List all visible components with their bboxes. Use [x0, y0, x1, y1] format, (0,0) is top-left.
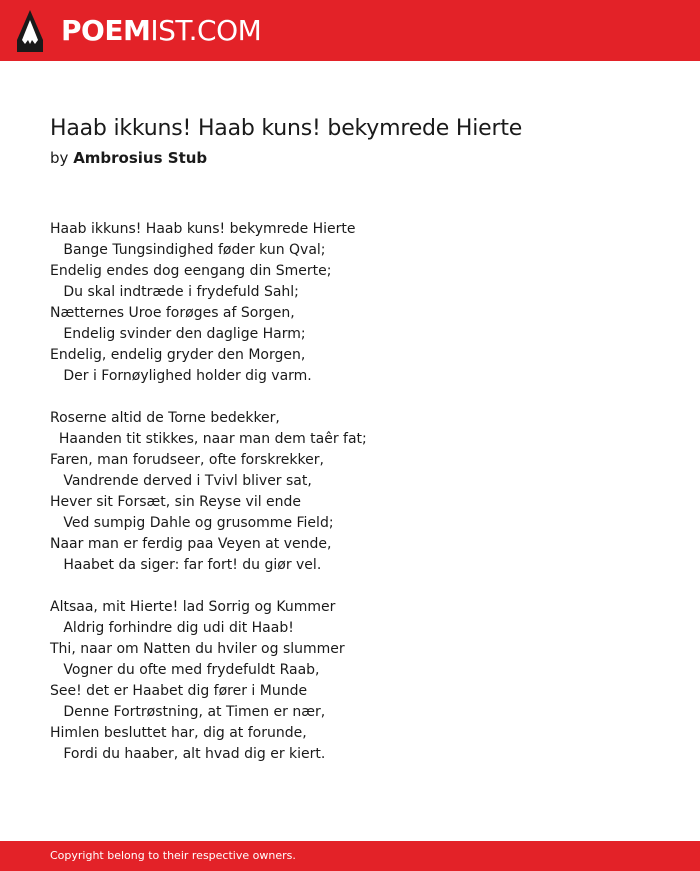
brand-bold: POEM [61, 13, 151, 47]
poem-line: Thi, naar om Natten du hviler og slummer [50, 641, 345, 657]
poem-body [50, 219, 367, 786]
poem-stanza [50, 408, 367, 576]
brand-light: IST.COM [150, 13, 262, 47]
poem-line: Haabet da siger: far fort! du giør vel. [50, 557, 322, 573]
poem-line: Faren, man forudseer, ofte forskrekker, [50, 452, 324, 468]
poem-stanza [50, 219, 367, 387]
poem-line: Aldrig forhindre dig udi dit Haab! [50, 620, 294, 636]
poem-line: Haab ikkuns! Haab kuns! bekymrede Hierte [50, 221, 356, 237]
poem-line: Endelig endes dog eengang din Smerte; [50, 263, 332, 279]
poem-line: Hever sit Forsæt, sin Reyse vil ende [50, 494, 302, 510]
by-label: by [50, 149, 69, 167]
site-logo-text [61, 13, 262, 47]
poem-stanza [50, 597, 367, 765]
poem-title: Haab ikkuns! Haab kuns! bekymrede Hierte [50, 116, 523, 141]
site-logo-link[interactable] [17, 10, 261, 52]
poem-line: Roserne altid de Torne bedekker, [50, 410, 280, 426]
poem-line: Vogner du ofte med frydefuldt Raab, [50, 662, 320, 678]
poem-line: Ved sumpig Dahle og grusomme Field; [50, 515, 334, 531]
poem-line: Der i Fornøylighed holder dig varm. [50, 368, 312, 384]
site-header [0, 0, 700, 61]
poem-line: Himlen besluttet har, dig at forunde, [50, 725, 307, 741]
poem-line: Naar man er ferdig paa Veyen at vende, [50, 536, 332, 552]
author-link[interactable]: Ambrosius Stub [73, 149, 208, 167]
poem-line: Fordi du haaber, alt hvad dig er kiert. [50, 746, 326, 762]
poem-line: Bange Tungsindighed føder kun Qval; [50, 242, 326, 258]
poem-line: See! det er Haabet dig fører i Munde [50, 683, 308, 699]
poem-line: Endelig, endelig gryder den Morgen, [50, 347, 306, 363]
poem-line: Nætternes Uroe forøges af Sorgen, [50, 305, 295, 321]
site-footer [0, 841, 700, 871]
poem-line: Altsaa, mit Hierte! lad Sorrig og Kummer [50, 599, 336, 615]
copyright-text: Copyright belong to their respective owners. [50, 849, 296, 862]
poem-line: Haanden tit stikkes, naar man dem taêr fat; [50, 431, 367, 447]
pencil-tip-icon [17, 10, 43, 52]
poem-line: Endelig svinder den daglige Harm; [50, 326, 306, 342]
poem-line: Denne Fortrøstning, at Timen er nær, [50, 704, 326, 720]
poem-line: Du skal indtræde i frydefuld Sahl; [50, 284, 299, 300]
poem-line: Vandrende derved i Tvivl bliver sat, [50, 473, 312, 489]
byline [50, 149, 207, 167]
